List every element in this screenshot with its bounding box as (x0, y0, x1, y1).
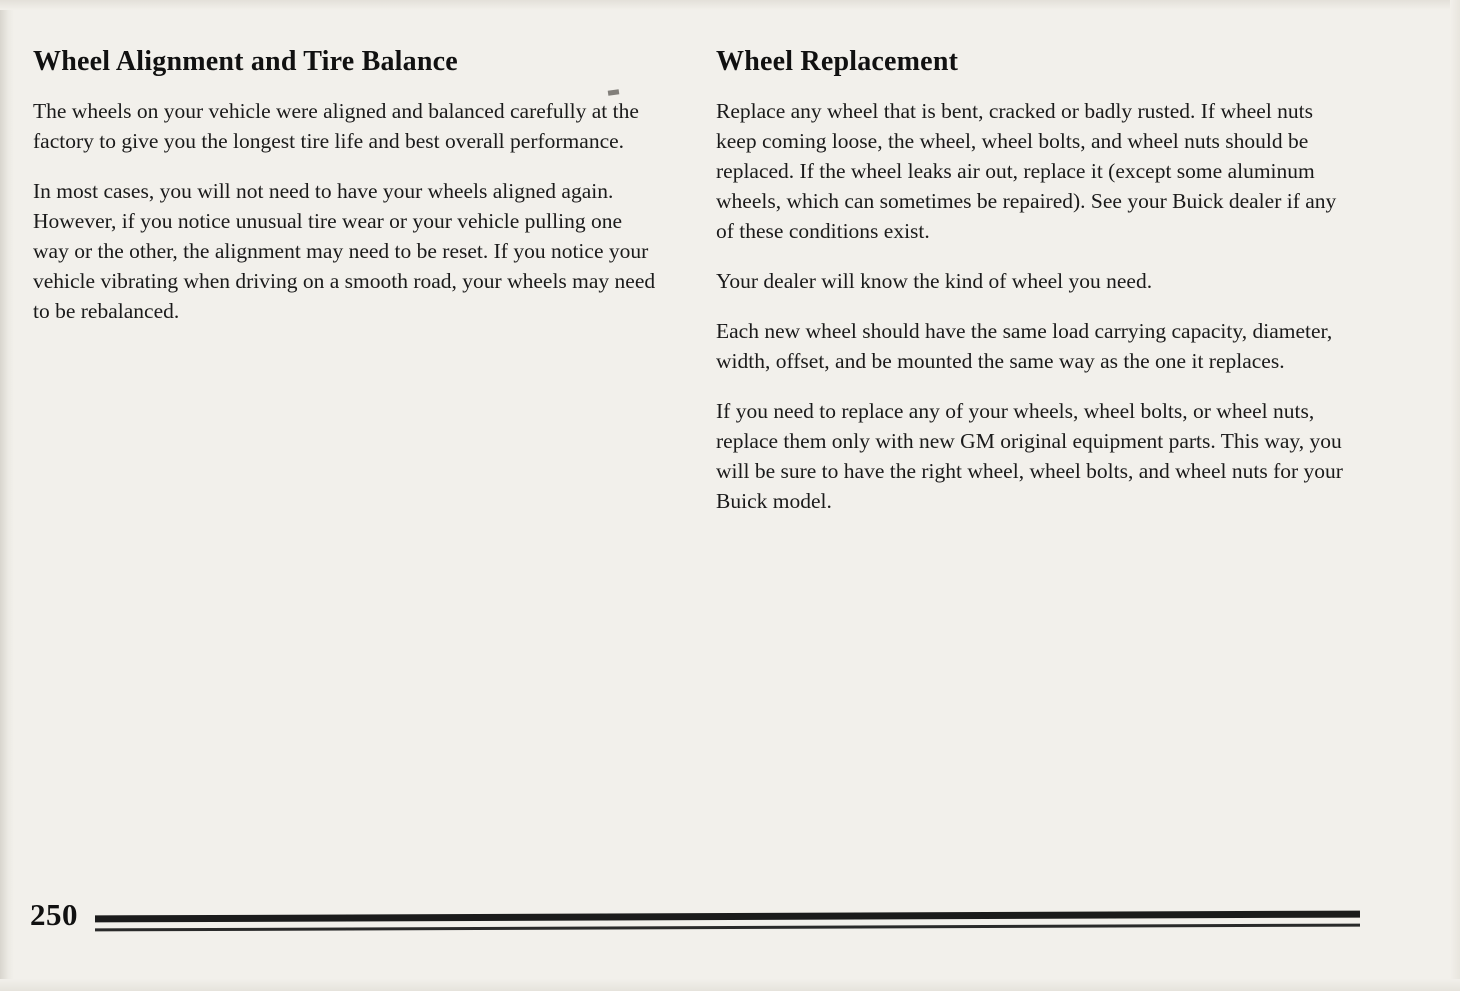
section-heading-wheel-alignment: Wheel Alignment and Tire Balance (33, 46, 458, 77)
column-right (716, 46, 1356, 516)
section-heading-wheel-replacement: Wheel Replacement (716, 46, 959, 77)
column-left (33, 46, 658, 326)
page-footer (0, 897, 1460, 949)
scan-edge-bottom (0, 979, 1460, 991)
paragraph: If you need to replace any of your wheels, wheel bolts, or wheel nuts, replace them only with new GM original equipment parts. This way, you will be sure to have the right wheel, wheel bolts, and wheel nuts for your Buick model. (716, 399, 1343, 513)
footer-rule-thin (95, 924, 1360, 932)
paragraph: Each new wheel should have the same load carrying capacity, diameter, width, offset, and be mounted the same way as the one it replaces. (716, 319, 1333, 373)
paragraph: The wheels on your vehicle were aligned and balanced carefully at the factory to give you the longest tire life and best overall performance. (33, 99, 639, 153)
paragraph: Replace any wheel that is bent, cracked or badly rusted. If wheel nuts keep coming loose, the wheel, wheel bolts, and wheel nuts should be replaced. If the wheel leaks air out, replace it (except some aluminum wheels, which can sometimes be repaired). See your Buick dealer if any of these conditions exist. (716, 99, 1337, 243)
footer-rule-thick (95, 911, 1360, 923)
footer-rule (95, 907, 1360, 933)
page-number: 250 (30, 897, 78, 932)
paragraph: Your dealer will know the kind of wheel you need. (716, 269, 1153, 293)
paragraph: In most cases, you will not need to have your wheels aligned again. However, if you notice unusual tire wear or your vehicle pulling one way or the other, the alignment may need to be reset. If you notice your vehicle vibrating when driving on a smooth road, your wheels may need to be rebalanced. (33, 179, 656, 323)
